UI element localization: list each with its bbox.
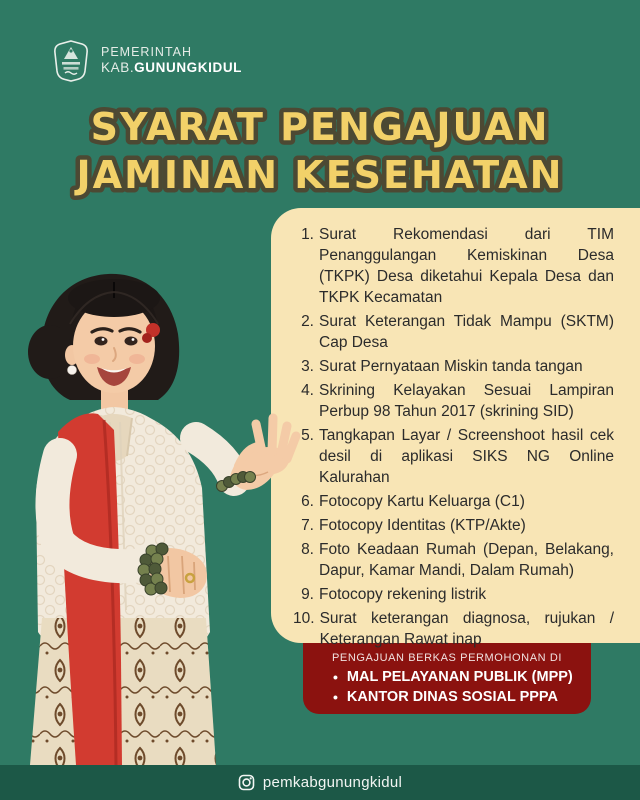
item-text: Tangkapan Layar / Screenshoot hasil cek desil di aplikasi SIKS NG Online Kalurahan	[319, 427, 614, 486]
item-number: 9.	[301, 586, 314, 603]
item-text: Surat Pernyataan Miskin tanda tangan	[319, 358, 583, 375]
item-text: Surat Rekomendasi dari TIM Penanggulangan Kemiskinan Desa (TKPK) Desa diketahui Kepala Desa dan TKPK Kecamatan	[319, 226, 614, 306]
requirement-item	[293, 380, 614, 422]
submission-item	[303, 667, 591, 687]
pearl-earring	[68, 366, 77, 375]
bullet-icon: •	[333, 669, 338, 685]
item-text: Fotocopy rekening listrik	[319, 586, 487, 603]
kab-prefix: KAB.	[101, 60, 135, 76]
requirement-item	[293, 224, 614, 308]
item-number: 8.	[301, 541, 314, 558]
government-name-line2	[101, 60, 242, 77]
title-line2: JAMINAN KESEHATAN	[76, 153, 564, 197]
title-line1: SYARAT PENGAJUAN	[90, 105, 550, 149]
item-text: Surat Keterangan Tidak Mampu (SKTM) Cap Desa	[319, 313, 614, 351]
submission-location-mpp: MAL PELAYANAN PUBLIK (MPP)	[346, 669, 573, 685]
requirement-item	[293, 539, 614, 581]
requirement-item	[293, 515, 614, 536]
submission-heading: PENGAJUAN BERKAS PERMOHONAN DI	[331, 652, 563, 664]
regency-name: GUNUNGKIDUL	[134, 60, 243, 76]
item-number: 2.	[301, 313, 314, 330]
regency-seal-icon	[52, 40, 90, 82]
item-number: 6.	[301, 493, 314, 510]
item-text: Surat keterangan diagnosa, rujukan / Keterangan Rawat inap	[319, 610, 614, 648]
government-name-line1: PEMERINTAH	[101, 44, 193, 59]
item-number: 10.	[293, 610, 315, 627]
item-number: 4.	[301, 382, 314, 399]
item-number: 3.	[301, 358, 314, 375]
government-header	[52, 40, 242, 82]
requirement-item	[293, 311, 614, 353]
government-name	[101, 45, 242, 78]
item-text: Skrining Kelayakan Sesuai Lampiran Perbup 98 Tahun 2017 (skrining SID)	[319, 382, 614, 420]
requirements-card	[271, 208, 640, 648]
requirements-list	[293, 224, 614, 650]
item-number: 5.	[301, 427, 314, 444]
instagram-icon	[238, 774, 255, 791]
requirement-item	[293, 608, 614, 650]
footer-bar	[0, 765, 640, 800]
instagram-handle: pemkabgunungkidul	[262, 774, 403, 791]
bullet-icon: •	[333, 689, 338, 705]
item-text: Foto Keadaan Rumah (Depan, Belakang, Dapur, Kamar Mandi, Dalam Rumah)	[319, 541, 614, 579]
batik-skirt	[30, 618, 216, 765]
submission-item	[303, 687, 591, 707]
requirement-item	[293, 356, 614, 377]
requirement-item	[293, 491, 614, 512]
submission-location-dinsos: KANTOR DINAS SOSIAL PPPA	[346, 689, 558, 705]
item-text: Fotocopy Kartu Keluarga (C1)	[319, 493, 525, 510]
item-text: Fotocopy Identitas (KTP/Akte)	[319, 517, 526, 534]
requirement-item	[293, 425, 614, 488]
requirement-item	[293, 584, 614, 605]
submission-card	[303, 643, 591, 714]
woman-mascot-illustration	[0, 260, 310, 765]
poster-title	[0, 96, 640, 204]
item-number: 7.	[301, 517, 314, 534]
item-number: 1.	[301, 226, 314, 243]
